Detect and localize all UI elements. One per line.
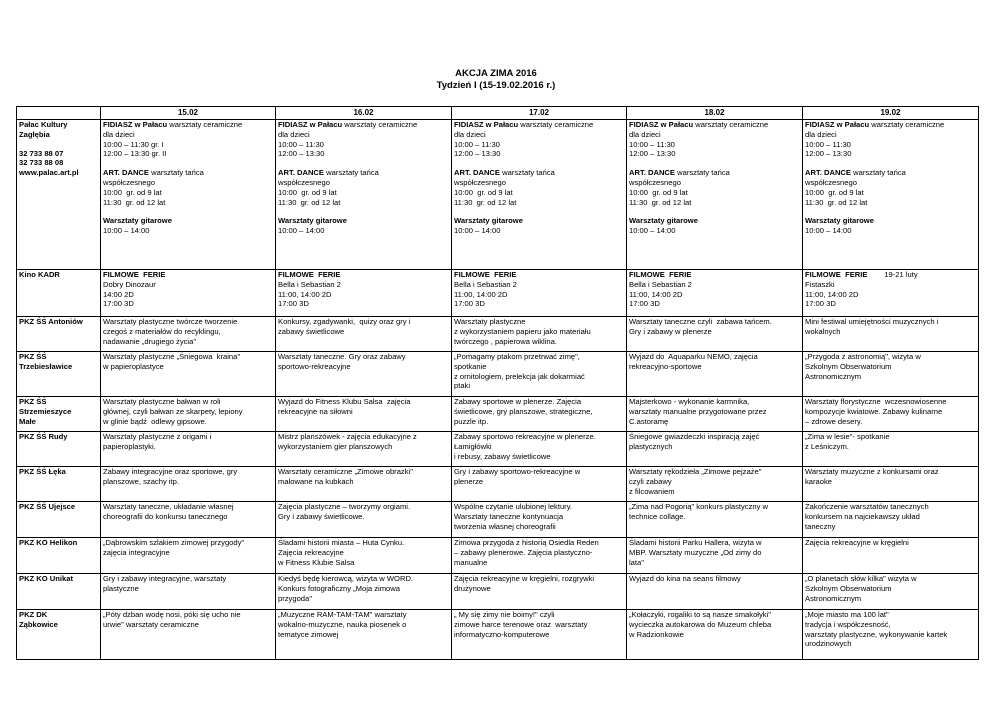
- activity-line: Warsztaty florystyczne wczesnowiosenne: [805, 397, 947, 406]
- activity-line: tematyce zimowej: [278, 629, 339, 639]
- activity-line: papieroplastyki.: [103, 441, 156, 451]
- venue-line: Małe: [19, 416, 36, 426]
- venue-line: Kino KADR: [19, 270, 60, 279]
- activity-line: tworzenia własnej choreografii: [454, 521, 556, 531]
- activity-line: z ornitologiem, prelekcja jak dokarmiać: [454, 371, 585, 381]
- activity-line: plenerze: [454, 476, 484, 486]
- activity-line: „ My się zimy nie boimy!" czyli: [454, 610, 555, 619]
- activity-line: malowane na kubkach: [278, 476, 354, 486]
- activity-line: „Zima nad Pogorią" konkurs plastyczny w: [629, 502, 769, 511]
- activity-line: 17:00 3D: [454, 299, 485, 309]
- activity-line: przygoda": [278, 593, 312, 603]
- day-header: 17.02: [452, 107, 627, 120]
- document-title: AKCJA ZIMA 2016: [455, 68, 537, 79]
- activity-line: choreografii do konkursu tanecznego: [103, 511, 228, 521]
- activity-line: Warsztaty gitarowe: [454, 216, 523, 226]
- activity-line: Zimowa przygoda z historią Osiedla Reden: [454, 538, 599, 547]
- activity-cell: [276, 432, 452, 467]
- venue-line: [19, 140, 98, 149]
- venue-line: PKZ ŚŚ Rudy: [19, 432, 68, 441]
- activity-line: 10:00 gr. od 9 lat: [103, 187, 162, 197]
- activity-line: lata": [629, 557, 644, 567]
- activity-line: 11:30 gr. od 12 lat: [278, 197, 341, 207]
- activity-line: ART. DANCE warsztaty tańca: [103, 168, 204, 178]
- activity-line: w Radzionkowie: [629, 629, 684, 639]
- activity-line: puzzle itp.: [454, 416, 489, 426]
- venue-line: Ząbkowice: [19, 619, 58, 629]
- table-row: [17, 432, 979, 467]
- venue-line: Trzebiesławice: [19, 361, 73, 371]
- activity-line: Zabawy integracyjne oraz sportowe, gry: [103, 467, 238, 476]
- activity-line: 12:00 – 13:30: [454, 149, 501, 159]
- activity-line: Warsztaty gitarowe: [103, 216, 172, 226]
- activity-cell: [276, 270, 452, 317]
- activity-line: warsztaty plastyczne, wykonywanie kartek: [805, 629, 948, 639]
- activity-cell: [803, 397, 979, 432]
- activity-line: Gry i zabawy integracyjne, warsztaty: [103, 574, 227, 583]
- activity-line: 11:30 gr. od 12 lat: [629, 197, 692, 207]
- activity-line: 10:00 – 14:00: [103, 226, 150, 236]
- venue-line: PKZ KO Unikat: [19, 574, 74, 583]
- activity-line: ART. DANCE warsztaty tańca: [805, 168, 906, 178]
- activity-line: dla dzieci: [629, 129, 661, 139]
- activity-line: 10:00 – 11:30: [805, 139, 851, 149]
- venue-cell: [17, 610, 101, 660]
- day-header: 16.02: [276, 107, 452, 120]
- activity-cell: [803, 432, 979, 467]
- activity-cell: [627, 467, 803, 502]
- activity-line: 11:00, 14:00 2D: [629, 289, 683, 299]
- activity-line: Gry i zabawy sportowo-rekreacyjne w: [454, 467, 581, 476]
- activity-cell: [276, 397, 452, 432]
- activity-line: 11:00, 14:00 2D: [454, 289, 508, 299]
- activity-line: świetlicowe, gry planszowe, strategiczne,: [454, 406, 593, 416]
- activity-line: dla dzieci: [103, 129, 135, 139]
- activity-cell: [276, 467, 452, 502]
- venue-line: PKZ ŚŚ Antoniów: [19, 317, 83, 326]
- activity-line: urodzinowych: [805, 639, 852, 649]
- activity-line: [805, 207, 976, 216]
- activity-line: [103, 207, 273, 216]
- activity-line: drużynowe: [454, 583, 491, 593]
- activity-line: FIDIASZ w Pałacu warsztaty ceramiczne: [629, 120, 769, 129]
- venue-line: 32 733 88 07: [19, 148, 64, 158]
- activity-line: dla dzieci: [454, 129, 486, 139]
- activity-line: współczesnego: [103, 177, 155, 187]
- activity-line: ART. DANCE warsztaty tańca: [278, 168, 379, 178]
- activity-cell: [803, 538, 979, 574]
- activity-line: Gry i zabawy w plenerze: [629, 326, 712, 336]
- activity-line: wycieczka autokarowa do Muzeum chleba: [629, 619, 772, 629]
- table-row: [17, 317, 979, 352]
- activity-line: Konkurs fotograficzny „Moja zimowa: [278, 583, 400, 593]
- activity-cell: [452, 317, 627, 352]
- activity-line: 17:00 3D: [278, 299, 309, 309]
- activity-line: 11:00, 14:00 2D: [805, 289, 859, 299]
- activity-line: Mini festiwal umiejętności muzycznych i: [805, 317, 939, 326]
- activity-cell: [452, 270, 627, 317]
- activity-line: Wspólne czytanie ulubionej lektury.: [454, 502, 573, 511]
- activity-line: FILMOWE FERIE 19-21 luty: [805, 270, 918, 279]
- activity-line: FIDIASZ w Pałacu warsztaty ceramiczne: [278, 120, 418, 129]
- venue-line: 32 733 88 08: [19, 158, 64, 168]
- activity-line: plastyczne: [103, 583, 139, 593]
- activity-cell: [627, 574, 803, 610]
- activity-line: – zabawy plenerowe. Zajęcia plastyczno-: [454, 547, 593, 557]
- activity-cell: [803, 574, 979, 610]
- activity-cell: [452, 467, 627, 502]
- activity-line: 10:00 – 11:30 gr. I: [103, 139, 164, 149]
- activity-cell: [276, 352, 452, 397]
- activity-line: plastycznych: [629, 441, 673, 451]
- activity-line: i rebusy, zabawy świetlicowe: [454, 451, 551, 461]
- day-header: 19.02: [803, 107, 979, 120]
- corner-cell: [17, 107, 101, 120]
- activity-line: 10:00 – 11:30: [454, 139, 500, 149]
- activity-line: Zajęcia rekreacyjne w kręgielni: [805, 538, 909, 547]
- table-row: [17, 574, 979, 610]
- activity-cell: [452, 502, 627, 538]
- venue-cell: [17, 538, 101, 574]
- venue-line: PKZ ŚŚ Łęka: [19, 467, 66, 476]
- activity-line: Warsztaty plastyczne z origami i: [103, 432, 212, 441]
- activity-line: Zajęcia plastyczne – tworzymy orgiami.: [278, 502, 411, 511]
- table-row: [17, 610, 979, 660]
- activity-cell: [803, 502, 979, 538]
- activity-line: czegoś z materiałów do recyklingu,: [103, 326, 221, 336]
- activity-line: konkursem na najciekawszy układ: [805, 511, 920, 521]
- table-row: [17, 120, 979, 270]
- table-row: [17, 397, 979, 432]
- activity-line: Warsztaty plastyczne twórcze tworzenie: [103, 317, 238, 326]
- activity-cell: [627, 317, 803, 352]
- activity-line: [278, 207, 449, 216]
- activity-line: „Kołaczyki, rogaliki to są nasze smakołyki": [629, 610, 771, 619]
- activity-line: Bella i Sebastian 2: [454, 279, 517, 289]
- activity-line: ART. DANCE warsztaty tańca: [454, 168, 555, 178]
- activity-line: MBP. Warsztaty muzyczne „Od zimy do: [629, 547, 762, 557]
- activity-line: 11:30 gr. od 12 lat: [454, 197, 517, 207]
- activity-cell: [276, 317, 452, 352]
- activity-line: „Zima w lesie"- spotkanie: [805, 432, 890, 441]
- activity-line: Majsterkowo - wykonanie karmnika,: [629, 397, 750, 406]
- activity-line: wokalnych: [805, 326, 841, 336]
- venue-cell: [17, 270, 101, 317]
- activity-line: Śniegowe gwiazdeczki inspiracją zajęć: [629, 432, 760, 441]
- activity-line: Mistrz planszówek - zajęcia edukacyjne z: [278, 432, 417, 441]
- activity-cell: [276, 610, 452, 660]
- activity-line: z wykorzystaniem papieru jako materiału: [454, 326, 591, 336]
- activity-line: Warsztaty ceramiczne „Zimowe obrazki": [278, 467, 413, 476]
- table-row: [17, 502, 979, 538]
- day-header: 18.02: [627, 107, 803, 120]
- venue-cell: [17, 317, 101, 352]
- activity-cell: [452, 432, 627, 467]
- activity-cell: [101, 432, 276, 467]
- activity-cell: [101, 397, 276, 432]
- table-row: [17, 270, 979, 317]
- activity-line: tradycja i współczesność,: [805, 619, 891, 629]
- activity-line: Warsztaty taneczne. Gry oraz zabawy: [278, 352, 406, 361]
- activity-line: Zakończenie warsztatów tanecznych: [805, 502, 929, 511]
- activity-line: 10:00 – 14:00: [454, 226, 501, 236]
- activity-line: Warsztaty plastyczne: [454, 317, 526, 326]
- activity-line: FILMOWE FERIE: [629, 270, 692, 279]
- activity-line: „Pomagamy ptakom przetrwać zimę",: [454, 352, 580, 361]
- activity-line: zajęcia integracyjne: [103, 547, 170, 557]
- venue-line: PKZ ŚŚ: [19, 397, 47, 406]
- activity-line: C.astoramę: [629, 416, 669, 426]
- activity-cell: [101, 610, 276, 660]
- activity-line: 10:00 – 11:30: [278, 139, 324, 149]
- venue-line: www.palac.art.pl: [19, 168, 79, 178]
- activity-line: w Fitness Klubie Salsa: [278, 557, 355, 567]
- activity-line: Zabawy sportowo rekreacyjne w plenerze.: [454, 432, 596, 441]
- activity-line: współczesnego: [454, 177, 506, 187]
- activity-line: manualne: [454, 557, 488, 567]
- activity-line: 11:30 gr. od 12 lat: [103, 197, 166, 207]
- activity-line: Bella i Sebastian 2: [629, 279, 692, 289]
- venue-cell: [17, 352, 101, 397]
- activity-line: zabawy świetlicowe: [278, 326, 345, 336]
- activity-cell: [627, 610, 803, 660]
- activity-cell: [101, 467, 276, 502]
- activity-cell: [452, 397, 627, 432]
- activity-line: 17:00 3D: [103, 299, 134, 309]
- activity-line: [454, 159, 624, 168]
- activity-line: Astronomicznym: [805, 593, 862, 603]
- activity-line: 11:00, 14:00 2D: [278, 289, 332, 299]
- activity-cell: [803, 467, 979, 502]
- activity-cell: [803, 317, 979, 352]
- activity-line: Zajęcia rekreacyjne: [278, 547, 344, 557]
- activity-line: 11:30 gr. od 12 lat: [805, 197, 868, 207]
- venue-cell: [17, 397, 101, 432]
- venue-line: Zagłębia: [19, 129, 50, 139]
- activity-line: technice collage.: [629, 511, 686, 521]
- activity-line: FIDIASZ w Pałacu warsztaty ceramiczne: [103, 120, 243, 129]
- schedule-table: [16, 106, 979, 660]
- venue-cell: [17, 574, 101, 610]
- activity-line: Wyjazd do Aquaparku NEMO, zajęcia: [629, 352, 758, 361]
- activity-line: współczesnego: [278, 177, 330, 187]
- activity-line: 12:00 – 13:30 gr. II: [103, 149, 167, 159]
- activity-cell: [101, 538, 276, 574]
- activity-line: 10:00 – 14:00: [629, 226, 676, 236]
- activity-line: 17:00 3D: [629, 299, 660, 309]
- activity-line: 10:00 gr. od 9 lat: [278, 187, 337, 197]
- activity-line: 10:00 – 11:30: [629, 139, 675, 149]
- activity-line: Wyjazd do Fitness Klubu Salsa zajęcia: [278, 397, 411, 406]
- activity-line: 10:00 gr. od 9 lat: [454, 187, 513, 197]
- activity-line: karaoke: [805, 476, 833, 486]
- document-subtitle: Tydzień I (15-19.02.2016 r.): [436, 80, 556, 91]
- table-row: [17, 538, 979, 574]
- activity-line: Warsztaty plastyczne bałwan w roli: [103, 397, 221, 406]
- activity-line: FILMOWE FERIE: [278, 270, 341, 279]
- activity-line: Warsztaty muzyczne z konkursami oraz: [805, 467, 939, 476]
- activity-line: Warsztaty gitarowe: [805, 216, 874, 226]
- activity-line: zimowe harce terenowe oraz warsztaty: [454, 619, 588, 629]
- activity-line: 10:00 – 14:00: [278, 226, 325, 236]
- activity-line: rekreacyjno-sportowe: [629, 361, 702, 371]
- venue-line: PKZ ŚŚ: [19, 352, 47, 361]
- venue-line: PKZ ŚŚ Ujejsce: [19, 502, 76, 511]
- activity-line: taneczny: [805, 521, 836, 531]
- activity-line: sportowo-rekreacyjne: [278, 361, 351, 371]
- activity-cell: [452, 352, 627, 397]
- activity-cell: [101, 317, 276, 352]
- activity-line: Bella i Sebastian 2: [278, 279, 341, 289]
- activity-line: – zdrowe desery.: [805, 416, 863, 426]
- activity-line: Warsztaty taneczne, układanie własnej: [103, 502, 234, 511]
- activity-cell: [627, 352, 803, 397]
- activity-line: Warsztaty gitarowe: [629, 216, 698, 226]
- activity-cell: [101, 574, 276, 610]
- activity-line: informatyczno-komputerowe: [454, 629, 550, 639]
- activity-line: Fistaszki: [805, 279, 835, 289]
- activity-line: współczesnego: [805, 177, 857, 187]
- activity-cell: [627, 538, 803, 574]
- activity-line: planszowe, szachy itp.: [103, 476, 179, 486]
- activity-line: Dobry Dinozaur: [103, 279, 156, 289]
- activity-line: [278, 159, 449, 168]
- activity-line: Śladami historii Parku Hallera, wizyta w: [629, 538, 762, 547]
- venue-cell: [17, 432, 101, 467]
- activity-line: wokalno-muzyczne, nauka piosenek o: [278, 619, 407, 629]
- activity-line: twórczego , papierowa wiklina.: [454, 336, 557, 346]
- activity-cell: [101, 502, 276, 538]
- activity-line: Zajęcia rekreacyjne w kręgielni, rozgrywki: [454, 574, 595, 583]
- activity-line: Konkursy, zgadywanki, quizy oraz gry i: [278, 317, 411, 326]
- activity-cell: [452, 120, 627, 270]
- activity-cell: [627, 270, 803, 317]
- activity-line: 17:00 3D: [805, 299, 836, 309]
- activity-line: Warsztaty taneczne czyli zabawa tańcem.: [629, 317, 772, 326]
- activity-line: FILMOWE FERIE: [454, 270, 517, 279]
- activity-cell: [101, 270, 276, 317]
- activity-line: „Moje miasto ma 100 lat": [805, 610, 889, 619]
- activity-line: Warsztaty taneczne kontynuacja: [454, 511, 564, 521]
- venue-line: PKZ KO Helikon: [19, 538, 78, 547]
- activity-line: „Dąbrowskim szlakiem zimowej przygody": [103, 538, 245, 547]
- activity-line: Astronomicznym: [805, 371, 862, 381]
- activity-line: [629, 207, 800, 216]
- activity-cell: [101, 352, 276, 397]
- day-header: 15.02: [101, 107, 276, 120]
- activity-cell: [803, 352, 979, 397]
- activity-line: [805, 159, 976, 168]
- activity-line: Zabawy sportowe w plenerze. Zajęcia: [454, 397, 582, 406]
- activity-line: Warsztaty gitarowe: [278, 216, 347, 226]
- activity-cell: [276, 120, 452, 270]
- activity-line: Wyjazd do kina na seans filmowy: [629, 574, 741, 583]
- activity-line: głównej, czyli bałwan ze skarpety, lepiony: [103, 406, 243, 416]
- activity-line: kompozycje kwiatowe. Zabawy kulinarne: [805, 406, 943, 416]
- activity-line: z Leśniczym.: [805, 441, 849, 451]
- activity-line: z filcowaniem: [629, 486, 675, 496]
- activity-line: Warsztaty rękodzieła „Zimowe pejzaże": [629, 467, 762, 476]
- activity-cell: [276, 574, 452, 610]
- activity-line: dla dzieci: [278, 129, 310, 139]
- activity-line: urwie" warsztaty ceramiczne: [103, 619, 199, 629]
- activity-line: ptaki: [454, 381, 471, 391]
- activity-line: FIDIASZ w Pałacu warsztaty ceramiczne: [805, 120, 945, 129]
- activity-line: współczesnego: [629, 177, 681, 187]
- activity-cell: [452, 574, 627, 610]
- activity-line: w papieroplastyce: [103, 361, 164, 371]
- activity-line: „Przygoda z astronomią", wizyta w: [805, 352, 921, 361]
- schedule-body: [17, 120, 979, 660]
- activity-line: wykorzystaniem gier planszowych: [278, 441, 393, 451]
- activity-cell: [627, 120, 803, 270]
- activity-line: 14:00 2D: [103, 289, 134, 299]
- activity-cell: [276, 538, 452, 574]
- header-row: [17, 107, 979, 120]
- activity-line: spotkanie: [454, 361, 487, 371]
- venue-cell: [17, 467, 101, 502]
- activity-line: Warsztaty plastyczne „Śniegowa kraina": [103, 352, 241, 361]
- activity-cell: [276, 502, 452, 538]
- activity-line: [629, 159, 800, 168]
- activity-line: nadawanie „drugiego życia": [103, 336, 197, 346]
- activity-line: „Muzyczne RAM-TAM-TAM" warsztaty: [278, 610, 407, 619]
- activity-line: Kiedyś będę kierowcą, wizyta w WORD.: [278, 574, 414, 583]
- activity-line: Szkolnym Obserwatorium: [805, 361, 892, 371]
- activity-line: w glinie bądź odlewy gipsowe.: [103, 416, 207, 426]
- activity-line: „Póty dzban wodę nosi, póki się ucho nie: [103, 610, 241, 619]
- activity-line: rekreacyjne na siłowni: [278, 406, 353, 416]
- activity-line: czyli zabawy: [629, 476, 672, 486]
- activity-cell: [803, 610, 979, 660]
- activity-line: Śladami historii miasta – Huta Cynku.: [278, 538, 405, 547]
- activity-line: [454, 207, 624, 216]
- activity-line: ART. DANCE warsztaty tańca: [629, 168, 730, 178]
- activity-line: 10:00 – 14:00: [805, 226, 852, 236]
- venue-line: Pałac Kultury: [19, 120, 68, 129]
- activity-line: Gry i zabawy świetlicowe.: [278, 511, 365, 521]
- activity-line: „O planetach słów kilka" wizyta w: [805, 574, 917, 583]
- activity-line: warsztaty manualne przygotowane przez: [629, 406, 767, 416]
- activity-cell: [101, 120, 276, 270]
- activity-cell: [452, 610, 627, 660]
- activity-line: 12:00 – 13:30: [278, 149, 325, 159]
- venue-line: PKZ DK: [19, 610, 48, 619]
- activity-cell: [627, 397, 803, 432]
- activity-line: dla dzieci: [805, 129, 837, 139]
- activity-cell: [452, 538, 627, 574]
- activity-line: 10:00 gr. od 9 lat: [629, 187, 688, 197]
- table-row: [17, 352, 979, 397]
- activity-line: [103, 159, 273, 168]
- table-row: [17, 467, 979, 502]
- venue-cell: [17, 502, 101, 538]
- activity-cell: [803, 270, 979, 317]
- activity-line: 10:00 gr. od 9 lat: [805, 187, 864, 197]
- activity-line: FIDIASZ w Pałacu warsztaty ceramiczne: [454, 120, 594, 129]
- activity-line: Łamigłówki: [454, 441, 492, 451]
- activity-line: FILMOWE FERIE: [103, 270, 166, 279]
- activity-cell: [627, 502, 803, 538]
- activity-line: 12:00 – 13:30: [629, 149, 676, 159]
- activity-cell: [803, 120, 979, 270]
- activity-cell: [627, 432, 803, 467]
- activity-line: Szkolnym Obserwatorium: [805, 583, 892, 593]
- venue-line: Strzemieszyce: [19, 406, 72, 416]
- activity-line: 12:00 – 13:30: [805, 149, 852, 159]
- venue-cell: [17, 120, 101, 270]
